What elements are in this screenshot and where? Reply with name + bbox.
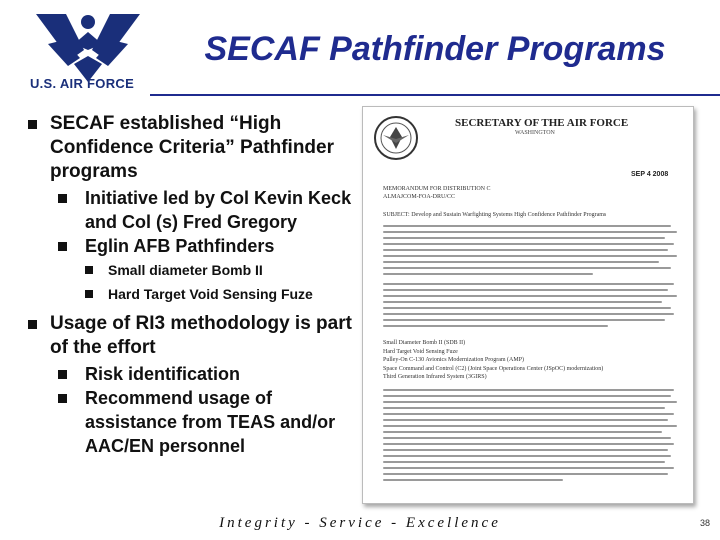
bullet-marker-icon	[85, 266, 93, 274]
page-title: SECAF Pathfinder Programs	[204, 30, 666, 68]
memo-document-image	[362, 106, 694, 504]
logo-text: U.S. AIR FORCE	[29, 76, 135, 91]
title-divider	[150, 94, 720, 96]
memo-program-item: Third Generation Infrared System (3GIRS)	[383, 374, 487, 380]
memo-city: WASHINGTON	[515, 130, 555, 136]
bullet-text: Initiative led by Col Kevin Keck and Col (s) Fred Gregory	[85, 188, 352, 232]
memo-program-item: Space Command and Control (C2) (Joint Space Operations Center (JSpOC) modernization)	[383, 365, 604, 372]
sub-sub-bullet-item	[28, 282, 368, 306]
bullet-marker-icon	[58, 242, 67, 251]
page-number: 38	[699, 518, 710, 528]
bullet-marker-icon	[28, 120, 37, 129]
memo-body-text	[383, 225, 683, 279]
bullet-text: Eglin AFB Pathfinders	[85, 236, 275, 256]
sub-bullet-item	[28, 186, 368, 234]
bullet-text: SECAF established “High Confidence Criteria” Pathfinder programs	[50, 113, 334, 182]
memo-program-item: Hard Target Void Sensing Fuze	[383, 348, 458, 355]
sub-bullet-item	[28, 234, 368, 258]
memo-to-line: ALMAJCOM-FOA-DRU/CC	[383, 194, 456, 200]
bullet-text: Risk identification	[85, 364, 241, 384]
bullet-marker-icon	[58, 194, 67, 203]
bullet-item	[28, 112, 368, 184]
department-seal-icon	[373, 115, 419, 161]
memo-body-text	[383, 389, 683, 485]
bullet-text: Small diameter Bomb II	[108, 262, 263, 278]
sub-sub-bullet-item	[28, 258, 368, 282]
bullet-list	[28, 112, 368, 458]
bullet-item	[28, 312, 368, 360]
memo-addressee	[383, 185, 491, 201]
bullet-text: Hard Target Void Sensing Fuze	[108, 286, 313, 302]
memo-body-text	[383, 283, 683, 331]
memo-program-item: Pulley-On C-130 Avionics Modernization Program (AMP)	[383, 357, 525, 363]
bullet-text: Usage of RI3 methodology is part of the effort	[50, 313, 352, 358]
bullet-text: Recommend usage of assistance from TEAS and/or AAC/EN personnel	[85, 388, 336, 456]
memo-heading: SECRETARY OF THE AIR FORCE	[455, 117, 629, 129]
memo-program-list	[383, 339, 603, 382]
footer-motto: Integrity - Service - Excellence	[219, 515, 501, 531]
memo-date: SEP 4 2008	[631, 171, 669, 178]
bullet-marker-icon	[58, 394, 67, 403]
sub-bullet-item	[28, 362, 368, 386]
sub-bullet-item	[28, 386, 368, 458]
memo-program-item: Small Diameter Bomb II (SDB II)	[383, 340, 466, 346]
memo-subject: SUBJECT: Develop and Sustain Warfighting Systems High Confidence Pathfinder Programs	[383, 212, 607, 218]
bullet-marker-icon	[28, 320, 37, 329]
bullet-marker-icon	[85, 290, 93, 298]
memo-to-line: MEMORANDUM FOR DISTRIBUTION C	[383, 186, 491, 192]
bullet-marker-icon	[58, 370, 67, 379]
